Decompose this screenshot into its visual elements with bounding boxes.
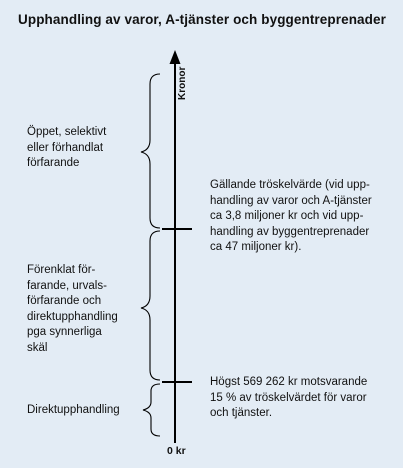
label-open-procedure: Öppet, selektivt eller förhandlat förfarande — [27, 126, 107, 169]
label-direct-limit: Högst 569 262 kr motsvarande 15 % av tröskelvärdet för varor och tjänster. — [210, 376, 368, 419]
brace-simplified-procedure — [141, 231, 160, 380]
brace-direct-procurement — [143, 384, 160, 436]
label-direct-procurement: Direktupphandling — [27, 404, 120, 416]
axis-arrowhead — [170, 50, 181, 64]
label-threshold-value: Gällande tröskelvärde (vid upp- handling av varor och A-tjänster ca 3,8 miljoner kr och vid upp- handling av byggentreprenader ca 47 miljoner kr). — [210, 179, 372, 253]
axis-label-kronor: Kronor — [177, 66, 188, 100]
diagram-title: Upphandling av varor, A-tjänster och byggentreprenader — [18, 12, 386, 27]
brace-open-procedure — [141, 74, 160, 228]
axis-zero-label: 0 kr — [167, 445, 186, 457]
label-simplified-procedure: Förenklat för- farande, urvals- förfarande och direktupphandling pga synnerliga skäl — [27, 264, 118, 354]
